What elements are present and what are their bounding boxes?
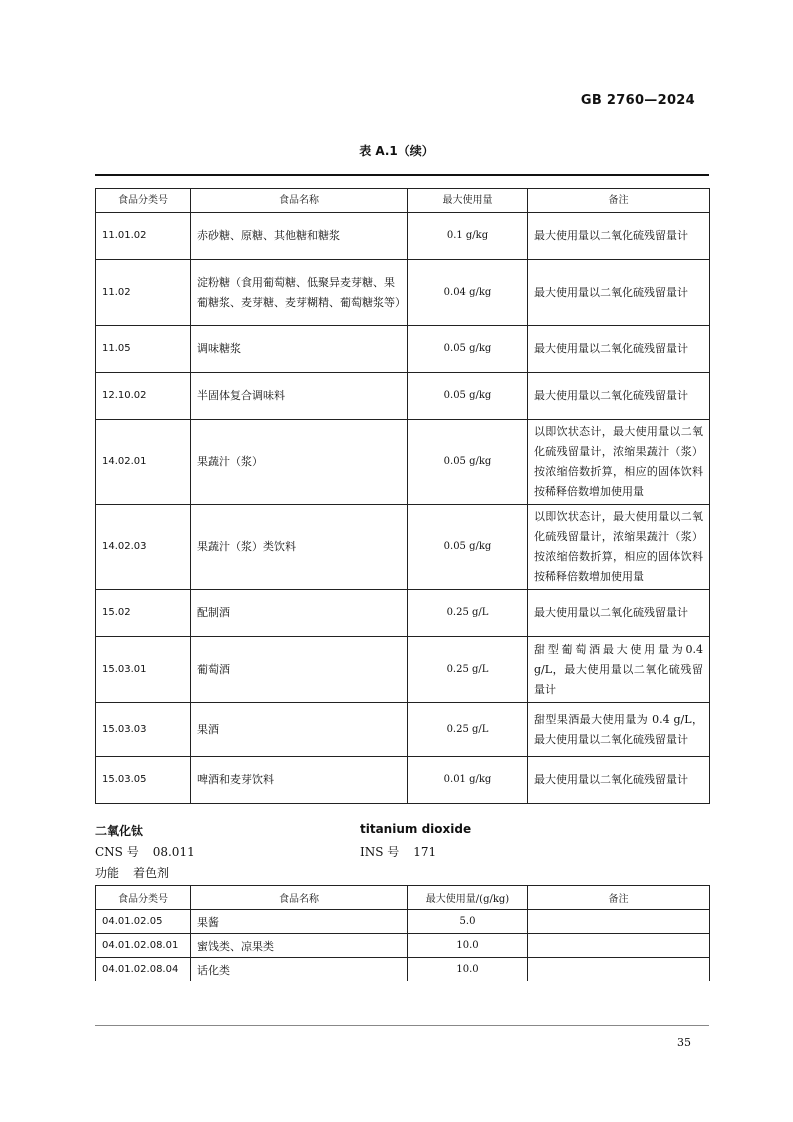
cell-note: 最大使用量以二氧化硫残留量计 (528, 373, 710, 420)
cell-name: 果酒 (191, 703, 408, 757)
table-row (96, 213, 710, 260)
cell-code: 04.01.02.05 (96, 910, 191, 934)
table-row (96, 958, 710, 982)
cell-name: 赤砂糖、原糖、其他糖和糖浆 (191, 213, 408, 260)
cell-note: 以即饮状态计，最大使用量以二氧化硫残留量计，浓缩果蔬汁（浆）按浓缩倍数折算，相应的固体饮料按稀释倍数增加使用量 (528, 505, 710, 590)
cell-name: 啤酒和麦芽饮料 (191, 757, 408, 804)
table-caption: 表 A.1（续） (359, 144, 434, 158)
standard-code: GB 2760—2024 (580, 93, 695, 108)
cell-note: 最大使用量以二氧化硫残留量计 (528, 590, 710, 637)
cell-code: 11.05 (96, 326, 191, 373)
cell-name: 果蔬汁（浆）类饮料 (191, 505, 408, 590)
cell-code: 15.03.05 (96, 757, 191, 804)
cell-code: 14.02.03 (96, 505, 191, 590)
function-label: 功能 (95, 866, 120, 880)
cell-name: 淀粉糖（食用葡萄糖、低聚异麦芽糖、果葡糖浆、麦芽糖、麦芽糊精、葡萄糖浆等） (191, 260, 408, 326)
cell-name: 话化类 (191, 958, 408, 982)
cell-name: 果蔬汁（浆） (191, 420, 408, 505)
col-header-note: 备注 (528, 189, 710, 213)
table-row (96, 590, 710, 637)
cell-note (528, 958, 710, 982)
cns-value: 08.011 (152, 845, 195, 859)
cell-amount: 0.25 g/L (408, 637, 528, 703)
footer-rule (95, 1025, 709, 1026)
cell-name: 调味糖浆 (191, 326, 408, 373)
function-line (95, 864, 169, 881)
cell-code: 11.01.02 (96, 213, 191, 260)
cell-name: 蜜饯类、凉果类 (191, 934, 408, 958)
cell-note (528, 910, 710, 934)
ins-number (360, 843, 436, 860)
caption-rule (95, 174, 709, 176)
table-row (96, 373, 710, 420)
col-header-note: 备注 (528, 886, 710, 910)
col-header-amount: 最大使用量/(g/kg) (408, 886, 528, 910)
ins-label: INS 号 (360, 845, 400, 859)
cell-amount: 10.0 (408, 934, 528, 958)
ins-value: 171 (413, 845, 437, 859)
table-row (96, 260, 710, 326)
cell-amount: 0.05 g/kg (408, 420, 528, 505)
cell-note: 最大使用量以二氧化硫残留量计 (528, 757, 710, 804)
cell-code: 11.02 (96, 260, 191, 326)
function-value: 着色剂 (133, 866, 170, 880)
cell-amount: 5.0 (408, 910, 528, 934)
table-row (96, 757, 710, 804)
cell-name: 配制酒 (191, 590, 408, 637)
cell-amount: 0.05 g/kg (408, 373, 528, 420)
cell-amount: 0.1 g/kg (408, 213, 528, 260)
page-number: 35 (677, 1036, 691, 1049)
cns-label: CNS 号 (95, 845, 139, 859)
table-header-row (96, 886, 710, 910)
cell-code: 15.03.03 (96, 703, 191, 757)
cell-code: 15.02 (96, 590, 191, 637)
col-header-amount: 最大使用量 (408, 189, 528, 213)
col-header-code: 食品分类号 (96, 189, 191, 213)
table-row (96, 934, 710, 958)
table-row (96, 326, 710, 373)
cell-amount: 0.01 g/kg (408, 757, 528, 804)
cell-code: 15.03.01 (96, 637, 191, 703)
col-header-name: 食品名称 (191, 189, 408, 213)
table-row (96, 637, 710, 703)
cell-amount: 0.25 g/L (408, 590, 528, 637)
table-row (96, 703, 710, 757)
cell-amount: 0.05 g/kg (408, 505, 528, 590)
col-header-code: 食品分类号 (96, 886, 191, 910)
cell-note: 以即饮状态计，最大使用量以二氧化硫残留量计，浓缩果蔬汁（浆）按浓缩倍数折算，相应的固体饮料按稀释倍数增加使用量 (528, 420, 710, 505)
table-row (96, 420, 710, 505)
table-row (96, 910, 710, 934)
cell-note (528, 934, 710, 958)
cell-code: 04.01.02.08.01 (96, 934, 191, 958)
cell-note: 最大使用量以二氧化硫残留量计 (528, 260, 710, 326)
cns-number (95, 843, 195, 860)
table-header-row (96, 189, 710, 213)
cell-note: 甜型果酒最大使用量为 0.4 g/L，最大使用量以二氧化硫残留量计 (528, 703, 710, 757)
col-header-name: 食品名称 (191, 886, 408, 910)
cell-code: 12.10.02 (96, 373, 191, 420)
table-row (96, 505, 710, 590)
cell-amount: 0.05 g/kg (408, 326, 528, 373)
additive-table-continued (95, 188, 710, 804)
cell-name: 葡萄酒 (191, 637, 408, 703)
additive-name-cn: 二氧化钛 (95, 824, 144, 838)
cell-code: 04.01.02.08.04 (96, 958, 191, 982)
cell-amount: 0.25 g/L (408, 703, 528, 757)
titanium-dioxide-table (95, 885, 710, 981)
cell-note: 甜型葡萄酒最大使用量为0.4 g/L，最大使用量以二氧化硫残留量计 (528, 637, 710, 703)
additive-name-en: titanium dioxide (360, 822, 472, 836)
cell-name: 果酱 (191, 910, 408, 934)
cell-note: 最大使用量以二氧化硫残留量计 (528, 213, 710, 260)
cell-note: 最大使用量以二氧化硫残留量计 (528, 326, 710, 373)
cell-amount: 0.04 g/kg (408, 260, 528, 326)
cell-code: 14.02.01 (96, 420, 191, 505)
cell-name: 半固体复合调味料 (191, 373, 408, 420)
cell-amount: 10.0 (408, 958, 528, 982)
